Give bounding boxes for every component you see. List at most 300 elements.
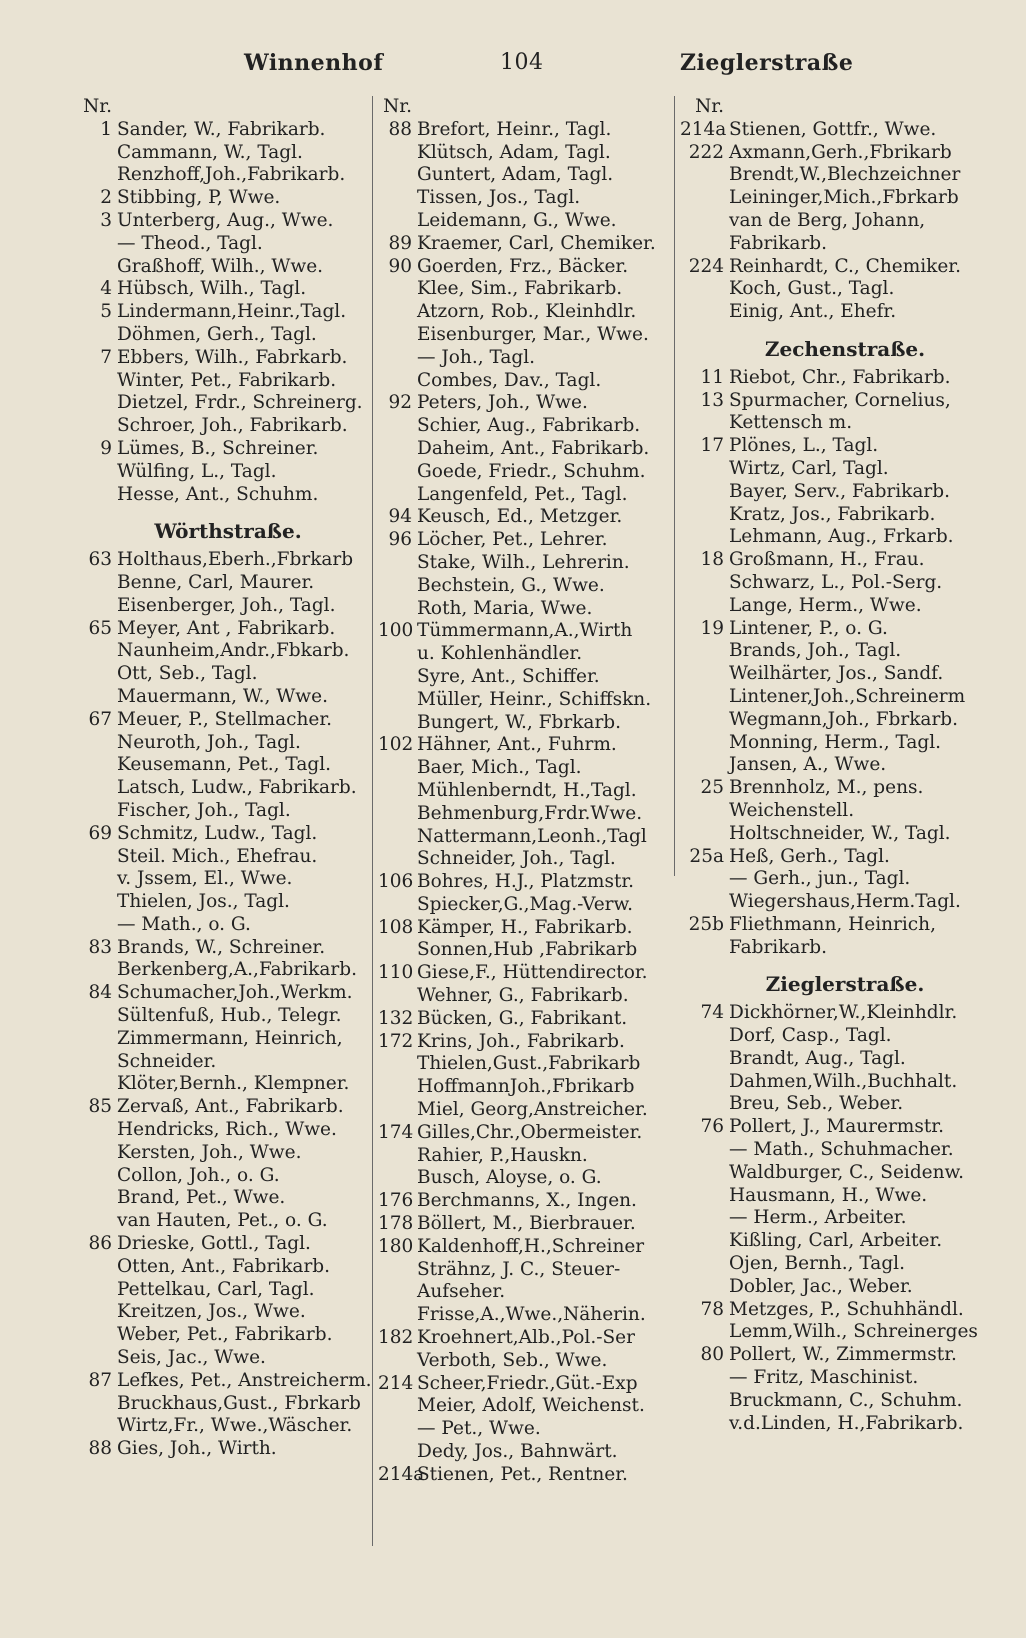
directory-entry: [680, 1344, 1010, 1367]
house-number: [378, 757, 417, 780]
house-number: 17: [700, 435, 724, 457]
resident-name: Hübsch, Wilh., Tagl.: [117, 278, 307, 300]
directory-entry: [78, 1279, 378, 1302]
resident-name: Eisenburger, Mar., Wwe.: [417, 323, 649, 345]
house-number: [680, 1321, 729, 1344]
directory-entry: [378, 962, 678, 985]
house-number: 65: [88, 617, 112, 639]
directory-entry: [680, 1048, 1010, 1071]
house-number: [680, 1185, 729, 1208]
resident-name: Weilhärter, Jos., Sandf.: [729, 663, 944, 685]
resident-name: Brands, W., Schreiner.: [117, 936, 326, 958]
resident-name: Metzges, P., Schuhhändl.: [729, 1298, 964, 1320]
resident-name: Kraemer, Carl, Chemiker.: [417, 232, 656, 254]
house-number: 85: [88, 1096, 112, 1118]
resident-name: Fabrikarb.: [729, 936, 828, 958]
directory-entry: [680, 914, 1010, 937]
house-number: [78, 1005, 117, 1028]
resident-name: Bruckmann, C., Schuhm.: [729, 1389, 963, 1411]
directory-entry: [378, 461, 678, 484]
directory-entry: [680, 1299, 1010, 1322]
house-number: Nr.: [695, 96, 724, 117]
directory-entry: [78, 324, 378, 347]
resident-name: Behmenburg,Frdr.Wwe.: [417, 802, 643, 824]
directory-entry: [78, 370, 378, 393]
directory-entry: [78, 142, 378, 165]
directory-entry: [378, 142, 678, 165]
house-number: [378, 1441, 417, 1464]
house-number: 84: [88, 982, 112, 1004]
house-number: 106: [378, 871, 414, 893]
house-number: [680, 937, 729, 960]
directory-entry: [78, 233, 378, 256]
house-number: 80: [700, 1344, 724, 1366]
directory-entry: [680, 412, 1010, 435]
directory-entry: [378, 712, 678, 735]
house-number: [78, 914, 117, 937]
resident-name: v.d.Linden, H.,Fabrikarb.: [729, 1412, 964, 1434]
directory-entry: [680, 526, 1010, 549]
resident-name: Benne, Carl, Maurer.: [117, 571, 315, 593]
house-number: Nr.: [383, 96, 412, 117]
resident-name: Klee, Sim., Fabrikarb.: [417, 278, 623, 300]
resident-name: Strähnz, J. C., Steuer-: [417, 1258, 621, 1280]
resident-name: Kreitzen, Jos., Wwe.: [117, 1301, 306, 1323]
directory-entry: [680, 1276, 1010, 1299]
directory-entry: [378, 210, 678, 233]
directory-entry: [378, 324, 678, 347]
resident-name: Wirtz,Fr., Wwe.,Wäscher.: [117, 1415, 353, 1437]
resident-name: Nattermann,Leonh.,Tagl: [417, 825, 647, 847]
house-number: [378, 187, 417, 210]
resident-name: Goerden, Frz., Bäcker.: [417, 255, 629, 277]
house-number: [378, 278, 417, 301]
directory-entry: [78, 618, 378, 641]
house-number: [680, 164, 729, 187]
resident-name: Zervaß, Ant., Fabrikarb.: [117, 1096, 344, 1118]
house-number: [378, 1281, 417, 1304]
directory-entry: [680, 595, 1010, 618]
resident-name: Otten, Ant., Fabrikarb.: [117, 1255, 331, 1277]
directory-entry: [680, 1025, 1010, 1048]
resident-name: Hausmann, H., Wwe.: [729, 1184, 928, 1206]
directory-entry: [378, 1259, 678, 1282]
directory-entry: [78, 663, 378, 686]
resident-name: Berchmanns, X., Ingen.: [417, 1190, 637, 1212]
directory-entry: [78, 415, 378, 438]
resident-name: Kersten, Joh., Wwe.: [117, 1141, 302, 1163]
house-number: [78, 640, 117, 663]
directory-entry: [680, 233, 1010, 256]
directory-entry: [680, 504, 1010, 527]
directory-entry: [680, 1230, 1010, 1253]
directory-entry: [78, 1165, 378, 1188]
directory-entry: [680, 846, 1010, 869]
house-number: 87: [88, 1369, 112, 1391]
resident-name: Keusch, Ed., Metzger.: [417, 506, 623, 528]
resident-name: Schmitz, Ludw., Tagl.: [117, 822, 318, 844]
house-number: 92: [388, 392, 412, 414]
directory-entry: [78, 1119, 378, 1142]
house-number: 2: [100, 187, 112, 209]
resident-name: Scheer,Friedr.,Güt.-Exp: [417, 1372, 638, 1394]
resident-name: Kißling, Carl, Arbeiter.: [729, 1230, 943, 1252]
resident-name: Schier, Aug., Fabrikarb.: [417, 415, 641, 437]
house-number: [78, 777, 117, 800]
house-number: [78, 484, 117, 507]
resident-name: Brands, Joh., Tagl.: [729, 640, 902, 662]
house-number: 63: [88, 549, 112, 571]
directory-entry: [78, 392, 378, 415]
house-number: [78, 142, 117, 165]
resident-name: Dahmen,Wilh.,Buchhalt.: [729, 1070, 958, 1092]
resident-name: Bohres, H.J., Platzmstr.: [417, 871, 635, 893]
house-number: [680, 663, 729, 686]
directory-entry: [378, 392, 678, 415]
resident-name: Schroer, Joh., Fabrikarb.: [117, 415, 348, 437]
directory-entry: [78, 210, 378, 233]
house-number: [680, 210, 729, 233]
house-number: [78, 1256, 117, 1279]
house-number: 86: [88, 1233, 112, 1255]
directory-entry: [680, 1116, 1010, 1139]
resident-name: Busch, Aloyse, o. G.: [417, 1167, 602, 1189]
house-number: [78, 1142, 117, 1165]
house-number: [680, 1413, 729, 1436]
resident-name: Dorf, Casp., Tagl.: [729, 1025, 892, 1047]
resident-name: Meier, Adolf, Weichenst.: [417, 1395, 645, 1417]
resident-name: Cammann, W., Tagl.: [117, 141, 303, 163]
house-number: [78, 324, 117, 347]
house-number: [78, 1324, 117, 1347]
directory-entry: [378, 278, 678, 301]
directory-entry: [78, 1210, 378, 1233]
directory-entry: [378, 415, 678, 438]
resident-name: Reinhardt, C., Chemiker.: [729, 255, 961, 277]
house-number: 174: [378, 1121, 414, 1143]
directory-entry: [680, 210, 1010, 233]
house-number: [378, 643, 417, 666]
resident-name: — Math., o. G.: [117, 913, 251, 935]
directory-entry: [680, 891, 1010, 914]
house-number: [378, 1053, 417, 1076]
directory-entry: [78, 187, 378, 210]
house-number: [680, 1071, 729, 1094]
house-number: [78, 595, 117, 618]
house-number: 78: [700, 1298, 724, 1320]
column-2: [378, 96, 678, 1487]
resident-name: Wegmann,Joh., Fbrkarb.: [729, 708, 959, 730]
directory-entry: [78, 438, 378, 461]
resident-name: Thielen, Jos., Tagl.: [117, 891, 290, 913]
directory-entry: [680, 800, 1010, 823]
directory-entry: [378, 598, 678, 621]
house-number: 90: [388, 255, 412, 277]
house-number: [680, 823, 729, 846]
resident-name: Stienen, Pet., Rentner.: [417, 1463, 628, 1485]
house-number: [78, 370, 117, 393]
house-number: [680, 709, 729, 732]
house-number: [78, 1210, 117, 1233]
directory-entry: [680, 640, 1010, 663]
directory-entry: [78, 1393, 378, 1416]
resident-name: Stibbing, P, Wwe.: [117, 187, 281, 209]
house-number: [680, 1207, 729, 1230]
directory-entry: [378, 848, 678, 871]
house-number: [378, 142, 417, 165]
directory-entry: [78, 1028, 378, 1051]
directory-entry: [378, 780, 678, 803]
directory-entry: [680, 390, 1010, 413]
resident-name: Kaldenhoff,H.,Schreiner: [417, 1235, 645, 1257]
directory-entry: [378, 506, 678, 529]
directory-entry: [78, 640, 378, 663]
resident-name: Wirtz, Carl, Tagl.: [729, 457, 889, 479]
house-number: 25a: [689, 845, 724, 867]
directory-entry: [78, 868, 378, 891]
directory-entry: [680, 823, 1010, 846]
directory-entry: [680, 1321, 1010, 1344]
house-number: 132: [378, 1007, 414, 1029]
directory-entry: [378, 803, 678, 826]
house-number: [378, 1167, 417, 1190]
resident-name: Spurmacher, Cornelius,: [729, 389, 951, 411]
directory-entry: [680, 732, 1010, 755]
directory-entry: [378, 1236, 678, 1259]
directory-entry: [78, 119, 378, 142]
house-number: [378, 689, 417, 712]
directory-entry: [680, 1002, 1010, 1025]
resident-name: — Fritz, Maschinist.: [729, 1367, 919, 1389]
house-number: 88: [388, 118, 412, 140]
house-number: 214a: [680, 118, 727, 140]
house-number: [378, 1350, 417, 1373]
directory-entry: [680, 164, 1010, 187]
directory-entry: [378, 1441, 678, 1464]
resident-name: Ott, Seb., Tagl.: [117, 663, 258, 685]
directory-entry: [680, 142, 1010, 165]
directory-entry: [378, 939, 678, 962]
directory-entry: [680, 686, 1010, 709]
house-number: [378, 552, 417, 575]
resident-name: Zimmermann, Heinrich,: [117, 1027, 343, 1049]
directory-entry: [78, 1187, 378, 1210]
directory-entry: [378, 985, 678, 1008]
directory-entry: [680, 572, 1010, 595]
resident-name: Dedy, Jos., Bahnwärt.: [417, 1441, 618, 1463]
house-number: [680, 686, 729, 709]
directory-entry: [378, 370, 678, 393]
directory-entry: [78, 461, 378, 484]
resident-name: Stienen, Gottfr., Wwe.: [729, 118, 937, 140]
resident-name: Collon, Joh., o. G.: [117, 1164, 280, 1186]
resident-name: Pettelkau, Carl, Tagl.: [117, 1278, 315, 1300]
resident-name: Löcher, Pet., Lehrer.: [417, 529, 608, 551]
resident-name: Heß, Gerh., Tagl.: [729, 845, 890, 867]
house-number: [378, 939, 417, 962]
house-number: [78, 164, 117, 187]
house-number: [378, 666, 417, 689]
house-number: 4: [100, 278, 112, 300]
resident-name: Meuer, P., Stellmacher.: [117, 708, 333, 730]
resident-name: Döhmen, Gerh., Tagl.: [117, 323, 317, 345]
resident-name: Verboth, Seb., Wwe.: [417, 1349, 608, 1371]
resident-name: Brefort, Heinr., Tagl.: [417, 118, 612, 140]
house-number: [378, 575, 417, 598]
house-number: 108: [378, 916, 414, 938]
resident-name: — Theod., Tagl.: [117, 232, 263, 254]
directory-entry: [378, 484, 678, 507]
directory-entry: [378, 119, 678, 142]
resident-name: Brand, Pet., Wwe.: [117, 1187, 286, 1209]
house-number: [78, 415, 117, 438]
resident-name: Hähner, Ant., Fuhrm.: [417, 734, 617, 756]
resident-name: Combes, Dav., Tagl.: [417, 369, 602, 391]
column-3: [680, 96, 1010, 1435]
resident-name: Frisse,A.,Wwe.,Näherin.: [417, 1304, 646, 1326]
directory-entry: [78, 982, 378, 1005]
directory-entry: [78, 914, 378, 937]
house-number: 67: [88, 708, 112, 730]
house-number: 19: [700, 617, 724, 639]
resident-name: Koch, Gust., Tagl.: [729, 278, 895, 300]
resident-name: Wehner, G., Fabrikarb.: [417, 985, 629, 1007]
house-number: 88: [88, 1438, 112, 1460]
house-number: Nr.: [83, 96, 112, 117]
house-number: [680, 301, 729, 324]
house-number: [680, 412, 729, 435]
house-number: [680, 1367, 729, 1390]
resident-name: Bayer, Serv., Fabrikarb.: [729, 480, 950, 502]
directory-entry: [378, 529, 678, 552]
directory-entry: [378, 1076, 678, 1099]
directory-entry: [78, 549, 378, 572]
resident-name: Großmann, H., Frau.: [729, 549, 925, 571]
street-heading: Zechenstraße.: [764, 336, 926, 361]
directory-entry: [378, 1304, 678, 1327]
resident-name: Klütsch, Adam, Tagl.: [417, 141, 611, 163]
directory-entry: [78, 1142, 378, 1165]
directory-entry: [378, 1464, 678, 1487]
resident-name: Einig, Ant., Ehefr.: [729, 301, 897, 323]
resident-name: Spiecker,G.,Mag.-Verw.: [417, 893, 634, 915]
resident-name: Holtschneider, W., Tagl.: [729, 822, 951, 844]
house-number: 25b: [688, 913, 724, 935]
directory-entry: [78, 96, 378, 119]
resident-name: Axmann,Gerh.,Fbrikarb: [729, 141, 952, 163]
house-number: [680, 1025, 729, 1048]
house-number: [680, 640, 729, 663]
directory-entry: [680, 777, 1010, 800]
house-number: 102: [378, 734, 414, 756]
house-number: 214: [378, 1372, 414, 1394]
house-number: [378, 484, 417, 507]
directory-entry: [78, 891, 378, 914]
resident-name: Lefkes, Pet., Anstreicherm.: [117, 1369, 372, 1391]
house-number: [378, 1099, 417, 1122]
directory-entry: [78, 686, 378, 709]
directory-entry: [378, 757, 678, 780]
directory-entry: [78, 1438, 378, 1461]
resident-name: — Math., Schuhmacher.: [729, 1139, 954, 1161]
house-number: [680, 458, 729, 481]
directory-entry: [680, 709, 1010, 732]
resident-name: Dietzel, Frdr., Schreinerg.: [117, 392, 363, 414]
house-number: 1: [100, 118, 112, 140]
directory-entry: [680, 1162, 1010, 1185]
house-number: [78, 846, 117, 869]
resident-name: Thielen,Gust.,Fabrikarb: [417, 1053, 641, 1075]
house-number: 94: [388, 506, 412, 528]
resident-name: Tümmermann,A.,Wirth: [417, 620, 633, 642]
house-number: 7: [100, 346, 112, 368]
house-number: [680, 1276, 729, 1299]
resident-name: Goede, Friedr., Schuhm.: [417, 460, 646, 482]
directory-entry: [378, 1281, 678, 1304]
column-1: [78, 96, 378, 1461]
resident-name: Baer, Mich., Tagl.: [417, 757, 582, 779]
resident-name: Fischer, Joh., Tagl.: [117, 799, 291, 821]
resident-name: Waldburger, C., Seidenw.: [729, 1161, 965, 1183]
house-number: [378, 370, 417, 393]
resident-name: Bruckhaus,Gust., Fbrkarb: [117, 1392, 361, 1414]
directory-entry: [680, 96, 1010, 119]
house-number: [78, 233, 117, 256]
directory-entry: [78, 1233, 378, 1256]
directory-entry: [378, 347, 678, 370]
resident-name: — Joh., Tagl.: [417, 346, 536, 368]
house-number: [680, 278, 729, 301]
directory-entry: [78, 1005, 378, 1028]
directory-entry: [680, 1139, 1010, 1162]
house-number: [78, 1073, 117, 1096]
header-left-street: Winnenhof: [244, 50, 384, 76]
resident-name: Schwarz, L., Pol.-Serg.: [729, 571, 943, 593]
resident-name: Tissen, Jos., Tagl.: [417, 187, 581, 209]
directory-entry: [680, 1093, 1010, 1116]
resident-name: u. Kohlenhändler.: [417, 643, 583, 665]
resident-name: Giese,F., Hüttendirector.: [417, 962, 648, 984]
house-number: 25: [700, 777, 724, 799]
directory-entry: [378, 1190, 678, 1213]
resident-name: Eisenberger, Joh., Tagl.: [117, 594, 336, 616]
directory-entry: [378, 734, 678, 757]
resident-name: Hendricks, Rich., Wwe.: [117, 1119, 337, 1141]
resident-name: Pollert, W., Zimmermstr.: [729, 1344, 957, 1366]
house-number: 224: [688, 255, 724, 277]
directory-entry: [378, 1213, 678, 1236]
resident-name: Berkenberg,A.,Fabrikarb.: [117, 959, 357, 981]
house-number: [680, 754, 729, 777]
house-number: 5: [100, 301, 112, 323]
directory-entry: [78, 732, 378, 755]
directory-entry: [78, 595, 378, 618]
directory-entry: [378, 1395, 678, 1418]
directory-entry: [680, 301, 1010, 324]
house-number: [680, 891, 729, 914]
resident-name: Kratz, Jos., Fabrikarb.: [729, 503, 936, 525]
resident-name: Wiegershaus,Herm.Tagl.: [729, 891, 961, 913]
resident-name: Müller, Heinr., Schiffskn.: [417, 688, 652, 710]
directory-entry: [78, 709, 378, 732]
house-number: [680, 1253, 729, 1276]
resident-name: Leininger,Mich.,Fbrkarb: [729, 187, 959, 209]
house-number: [378, 1076, 417, 1099]
house-number: [680, 1048, 729, 1071]
resident-name: Riebot, Chr., Fabrikarb.: [729, 366, 951, 388]
house-number: [680, 800, 729, 823]
directory-entry: [78, 777, 378, 800]
